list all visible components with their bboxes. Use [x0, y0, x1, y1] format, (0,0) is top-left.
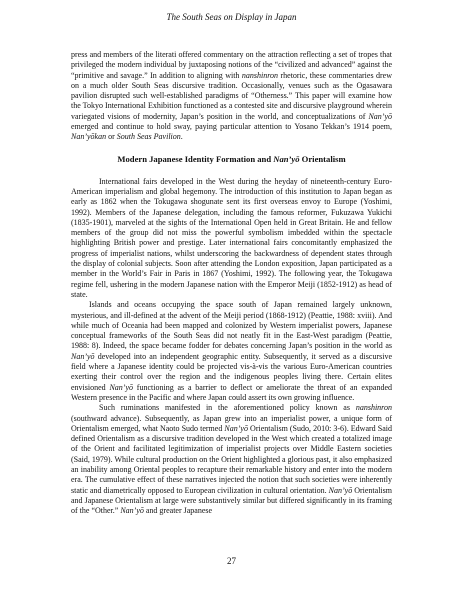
text: (southward advance). Subsequently, as Japan grew into an imperialist power, a unique form of Orientalism emerged, what Naoto Sudo termed [71, 413, 392, 433]
italic-term: Nan’yō [71, 351, 95, 361]
italic-term: Nan’yō [328, 485, 353, 495]
italic-term: Nan’yō [109, 382, 134, 392]
page-number: 27 [227, 556, 236, 566]
text: functioning as a barrier to deflect or ameliorate the threat of an expanded Western presence in the Pacific and where Japan could assert its own growing influence. [71, 382, 392, 402]
heading-italic-term: Nan’yō [273, 153, 300, 164]
italic-term: nanshinron [241, 70, 279, 80]
article-body [71, 50, 392, 516]
section-heading [71, 154, 392, 165]
text: emerged and continue to hold sway, paying particular attention to Yosano Tekkan’s 1914 poem, [71, 122, 392, 132]
text: developed into an independent geographic entity. Subsequently, it served as a discursive field where a Japanese identity could be projected vis-à-vis the various Euro-American countries exerting their control over the region and the indigenous peoples living there. Certain elites envisioned [71, 351, 392, 392]
heading-text: Orientalism [299, 153, 346, 164]
italic-term: Nan’yōkan [71, 132, 107, 142]
italic-term: nanshinron [355, 403, 392, 413]
paragraph-1 [71, 50, 392, 143]
italic-term: Nan’yō [368, 111, 392, 121]
running-header: The South Seas on Display in Japan [166, 12, 297, 22]
italic-term: Nan’yō [224, 423, 248, 433]
text: International fairs developed in the West during the heyday of nineteenth-century Euro-American imperialism and global hegemony. The introduction of this institution to Japan began as early as 1862 when the Tokugawa shogunate sent its first overseas envoy to Europe (Yoshimi, 1992). Members of the Japanese delegation, including the famous reformer, Fukuzawa Yukichi (1835-1901), marveled at the sights of the International Open held in Great Britain. He and fellow members of the group did not miss the powerful symbolism imbedded within the spectacle highlighting British power and prestige. Later international fairs concomitantly emphasized the progress of imperialist nations, whilst underscoring the backwardness of dependent states through the display of colonial subjects. Soon after attending the London exposition, Japan participated as a member in the World’s Fair in Paris in 1867 (Yoshimi, 1992). The following year, the Tokugawa regime fell, ushering in the modern Japanese nation with the Emperor Meiji (1852-1912) as head of state. [71, 176, 392, 299]
text: Islands and oceans occupying the space south of Japan remained largely unknown, mysterious, and ill-defined at the advent of the Meiji period (1868-1912) (Peattie, 1988: xviii). And while much of Oceania had been mapped and colonized by Western imperialist powers, Japanese conceptual frameworks of the South Seas did not neatly fit in the East-West paradigm (Peattie, 1988: 8). Indeed, the space became fodder for debates concerning Japan’s position in the world as [71, 300, 392, 351]
paragraph-2 [71, 177, 392, 301]
text: or [106, 132, 117, 142]
text: . [180, 132, 183, 142]
paragraph-4 [71, 403, 392, 516]
text: and greater Japanese [143, 506, 213, 516]
italic-term: South Seas Pavilion [116, 132, 181, 142]
text: Orientalism and Japanese Orientalism at large were substantively similar but differed significantly in its framing of the “Other.” [71, 485, 392, 516]
paragraph-3 [71, 300, 392, 403]
text: Such ruminations manifested in the aforementioned policy known as [99, 403, 356, 413]
text: rhetoric, these commentaries drew on a much older South Seas discursive tradition. Occasionally, venues such as the Ogasawara pavilion disrupted such well-established paradigms of “Otherness.” This paper will examine how the Tokyo International Exhibition functioned as a contested site and discursive playground wherein variegated visions of modernity, Japan’s position in the world, and conceptualizations of [71, 70, 392, 121]
text: press and members of the literati offered commentary on the attraction reflecting a set of tropes that privileged the modern individual by juxtaposing notions of the “civilized and advanced” against the “primitive and savage.” In addition to aligning with [71, 50, 392, 80]
text: Orientalism (Sudo, 2010: 3-6). Edward Said defined Orientalism as a discursive tradition developed in the West which created a totalized image of the Orient and facilitated legitimization of imperialist projects over Middle Eastern societies (Said, 1979). While cultural production on the Orient highlighted a glorious past, it also emphasized an inability among Oriental peoples to recapture their remarkable history and enter into the modern era. The cumulative effect of these narratives injected the notion that such societies were inherently static and diametrically opposed to European civilization in cultural orientation. [71, 423, 392, 495]
italic-term: Nan’yō [120, 506, 144, 516]
heading-text: Modern Japanese Identity Formation and [117, 153, 274, 164]
